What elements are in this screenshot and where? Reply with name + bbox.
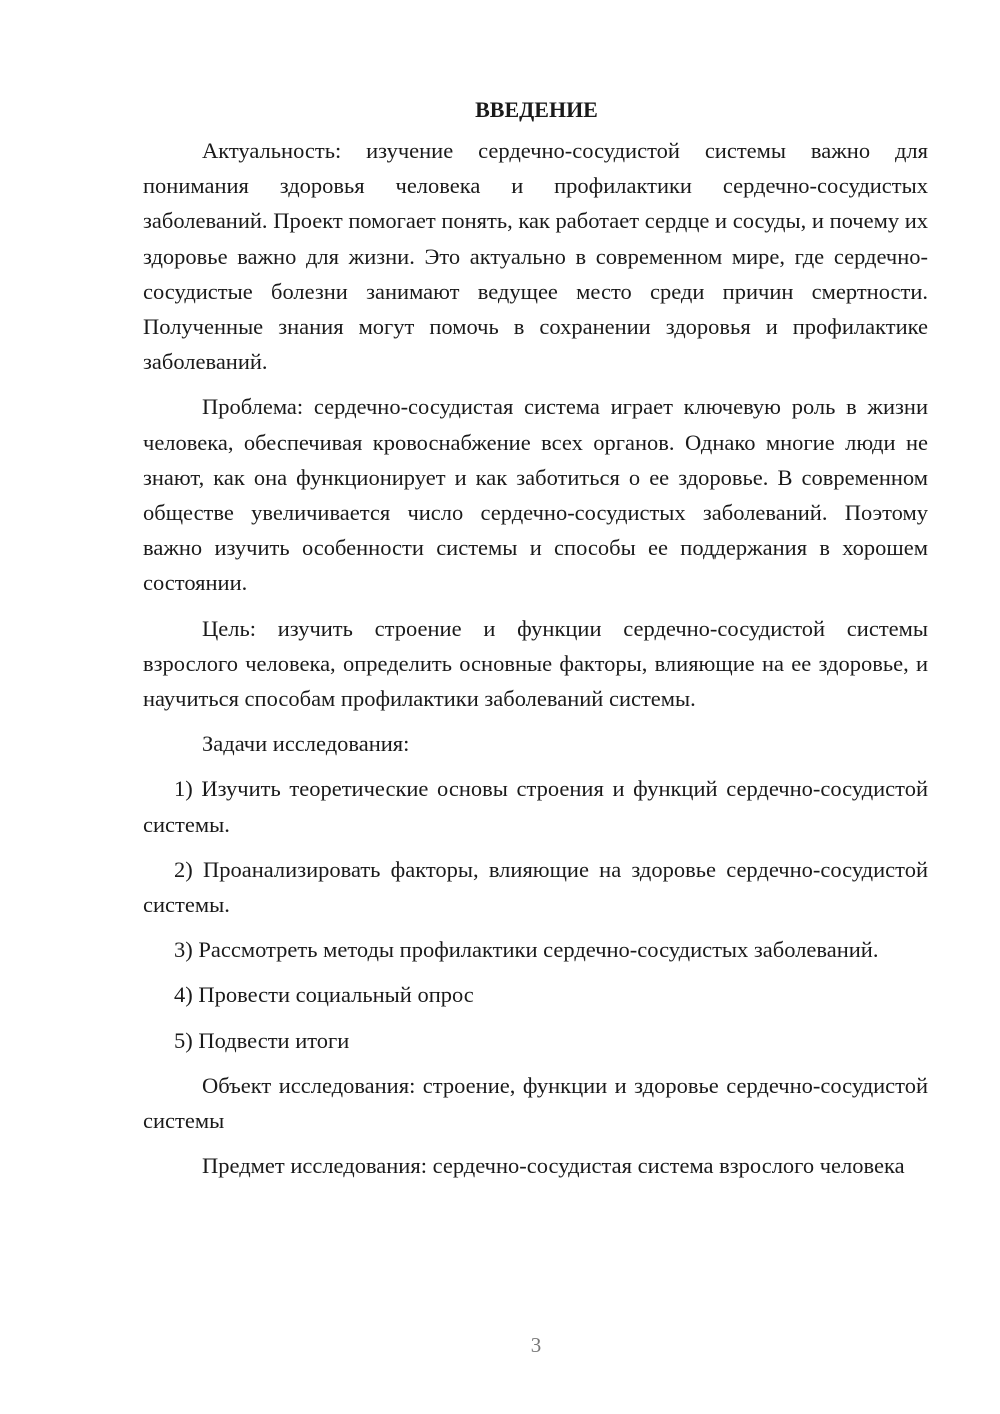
object-paragraph: Объект исследования: строение, функции и здоровье сердечно-сосудистой системы — [143, 1072, 928, 1134]
task-item-5: 5) Подвести итоги — [174, 1027, 350, 1053]
problem-paragraph: Проблема: сердечно-сосудистая система играет ключевую роль в жизни человека, обеспечивая кровоснабжение всех органов. Однако многие люди не знают, как она функционирует и как заботиться о ее здоровье. В современном обществе увеличивается число сердечно-сосудистых заболеваний. Поэтому важно изучить особенности системы и способы ее поддержания в хорошем состоянии. — [143, 394, 928, 596]
tasks-heading: Задачи исследования: — [202, 731, 410, 757]
page-number: 3 — [530, 1333, 542, 1357]
relevance-paragraph: Актуальность: изучение сердечно-сосудистой системы важно для понимания здоровья человека и профилактики сердечно-сосудистых заболеваний. Проект помогает понять, как работает сердце и сосуды, и почему их здоровье важно для жизни. Это актуально в современном мире, где сердечно-сосудистые болезни занимают ведущее место среди причин смертности. Полученные знания могут помочь в сохранении здоровья и профилактике заболеваний. — [143, 138, 928, 375]
task-item-4: 4) Провести социальный опрос — [174, 982, 474, 1008]
goal-paragraph: Цель: изучить строение и функции сердечно-сосудистой системы взрослого человека, определить основные факторы, влияющие на ее здоровье, и научиться способам профилактики заболеваний системы. — [143, 615, 928, 712]
page-title: ВВЕДЕНИЕ — [475, 97, 598, 122]
task-item-3: 3) Рассмотреть методы профилактики сердечно-сосудистых заболеваний. — [174, 937, 879, 963]
subject-paragraph: Предмет исследования: сердечно-сосудистая система взрослого человека — [202, 1153, 905, 1179]
task-item-1: 1) Изучить теоретические основы строения и функций сердечно-сосудистой системы. — [143, 776, 928, 837]
task-item-2: 2) Проанализировать факторы, влияющие на здоровье сердечно-сосудистой системы. — [143, 856, 928, 918]
document-page — [143, 92, 928, 1183]
